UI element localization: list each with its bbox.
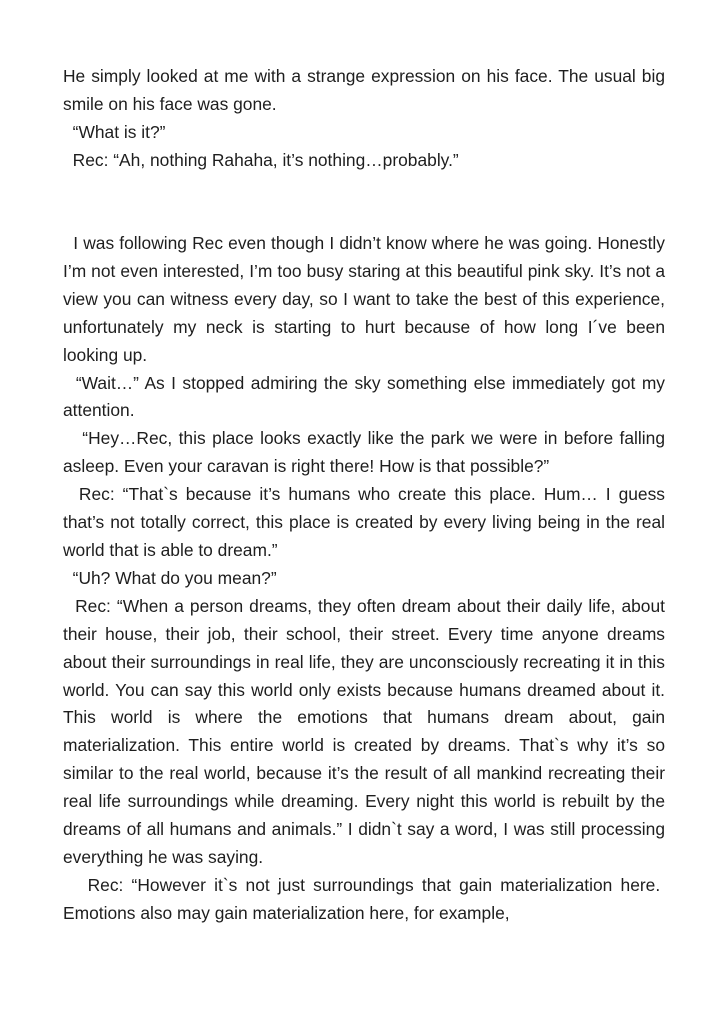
text-section-2	[63, 230, 665, 928]
dialogue-line: Rec: “When a person dreams, they often dream about their daily life, about their house, their job, their school, their street. Every time anyone dreams about their surroundings in real life, they are unconsciously recreating it in this world. You can say this world only exists because humans dreamed about it. This world is where the emotions that humans dream about, gain materialization. This entire world is created by dreams. That`s why it’s so similar to the real world, because it’s the result of all mankind recreating their real life surroundings while dreaming. Every night this world is rebuilt by the dreams of all humans and animals.” I didn`t say a word, I was still processing everything he was saying.	[63, 595, 665, 867]
dialogue-line: “Wait…” As I stopped admiring the sky something else immediately got my attention.	[63, 372, 665, 421]
dialogue-line: Rec: “That`s because it’s humans who create this place. Hum… I guess that’s not totally correct, this place is created by every living being in the real world that is able to dream.”	[63, 484, 665, 560]
dialogue-line: “Hey…Rec, this place looks exactly like the park we were in before falling asleep. Even your caravan is right there! How is that possible?”	[63, 428, 665, 477]
paragraph: He simply looked at me with a strange expression on his face. The usual big smile on his face was gone.	[63, 66, 665, 114]
paragraph: I was following Rec even though I didn’t know where he was going. Honestly I’m not even interested, I’m too busy staring at this beautiful pink sky. It’s not a view you can witness every day, so I want to take the best of this experience, unfortunately my neck is starting to hurt because of how long I´ve been looking up.	[63, 233, 665, 365]
dialogue-line: “Uh? What do you mean?”	[63, 567, 277, 588]
dialogue-line: Rec: “However it`s not just surroundings that gain materialization here. Emotions also may gain materialization here, for example,	[63, 874, 665, 923]
text-section-1	[63, 63, 665, 175]
dialogue-line: Rec: “Ah, nothing Rahaha, it’s nothing…probably.”	[63, 149, 459, 170]
dialogue-line: “What is it?”	[63, 121, 166, 142]
